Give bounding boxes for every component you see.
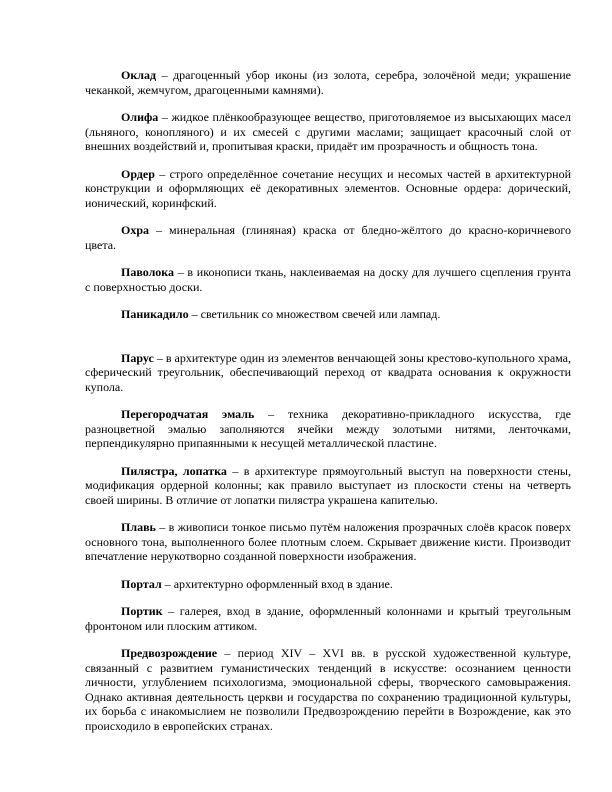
definition: – в архитектуре прямоугольный выступ на поверхности стены, модификация ордерной колонны; как правило выступает из плоскости стены на четверть своей ширины. В отличие от лопатки пилястра украшена капителью. (85, 463, 571, 507)
definition: – строго определённое сочетание несущих и несомых частей в архитектурной конструкции и оформляющих её декоративных элементов. Основные ордера: дорический, ионический, коринфский. (85, 166, 571, 210)
term: Пилястра, лопатка (121, 463, 227, 478)
glossary-entry-portik (85, 604, 571, 633)
glossary-entry-olifa (85, 110, 571, 154)
glossary-entry-order (85, 167, 571, 211)
term: Ордер (121, 166, 155, 181)
definition: – минеральная (глиняная) краска от бледно-жёлтого до красно-коричневого цвета. (85, 223, 571, 252)
glossary-entry-panikadilo (85, 307, 571, 322)
glossary-entry-oklad (85, 68, 571, 97)
definition: – светильник со множеством свечей или лампад. (188, 307, 441, 321)
term: Паволока (121, 265, 175, 279)
glossary-entry-predvozrozhdenie (85, 646, 571, 733)
definition: – в архитектуре один из элементов венчающей зоны крестово-купольного храма, сферический треугольник, обеспечивающий переход от квадрата основания к окружности купола. (85, 350, 571, 394)
glossary-entry-okhra (85, 223, 571, 252)
term: Олифа (121, 110, 159, 124)
glossary-entry-pilyastra (85, 464, 571, 508)
term: Парус (121, 350, 154, 365)
term: Оклад (121, 68, 157, 82)
glossary-entry-peregorodchataya-emal (85, 407, 571, 451)
term: Плавь (121, 520, 156, 534)
definition: – драгоценный убор иконы (из золота, серебра, золочёной меди; украшение чеканкой, жемчугом, драгоценными камнями). (85, 68, 571, 97)
definition: – в живописи тонкое письмо путём наложения прозрачных слоёв красок поверх основного тона, выполненного более плотным слоем. Скрывает движение кисти. Производит впечатление нерукотворно созданной поверхности изображения. (85, 520, 571, 563)
glossary-entry-parus (85, 351, 571, 395)
term: Портик (121, 604, 163, 618)
term: Охра (121, 223, 150, 237)
definition: – архитектурно оформленный вход в здание. (161, 576, 393, 591)
glossary-entry-plav (85, 520, 571, 564)
definition: – период XIV – XVI вв. в русской художественной культуре, связанный с развитием гуманистических тенденций в искусстве: осознанием ценности личности, углублением психологизма, эмоциональной сферы, творческого самовыражения. Однако активная деятельность церкви и государства по сохранению традиционной культуры, их борьба с инакомыслием не позволили Предвозрождению перейти в Возрождение, как это происходило в европейских странах. (85, 646, 571, 733)
term: Предвозрождение (121, 646, 218, 660)
term: Портал (121, 576, 162, 591)
glossary-page (85, 68, 571, 746)
definition: – техника декоративно-прикладного искусства, где разноцветной эмалью заполняются ячейки между золотыми нитями, ленточками, перпендикулярно припаянными к несущей металлической пластине. (85, 407, 571, 450)
definition: – жидкое плёнкообразующее вещество, приготовляемое из высыхающих масел (льняного, конопляного) и их смесей с другими маслами; защищает красочный слой от внешних воздействий и, пропитывая краски, придаёт им прозрачность и общность тона. (85, 110, 571, 153)
definition: – галерея, вход в здание, оформленный колоннами и крытый треугольным фронтоном или плоским аттиком. (85, 604, 571, 633)
glossary-entry-portal (85, 577, 571, 592)
definition: – в иконописи ткань, наклеиваемая на доску для лучшего сцепления грунта с поверхностью доски. (85, 265, 571, 294)
term: Перегородчатая эмаль (121, 407, 255, 421)
term: Паникадило (121, 307, 189, 321)
glossary-entry-pavoloka (85, 265, 571, 294)
